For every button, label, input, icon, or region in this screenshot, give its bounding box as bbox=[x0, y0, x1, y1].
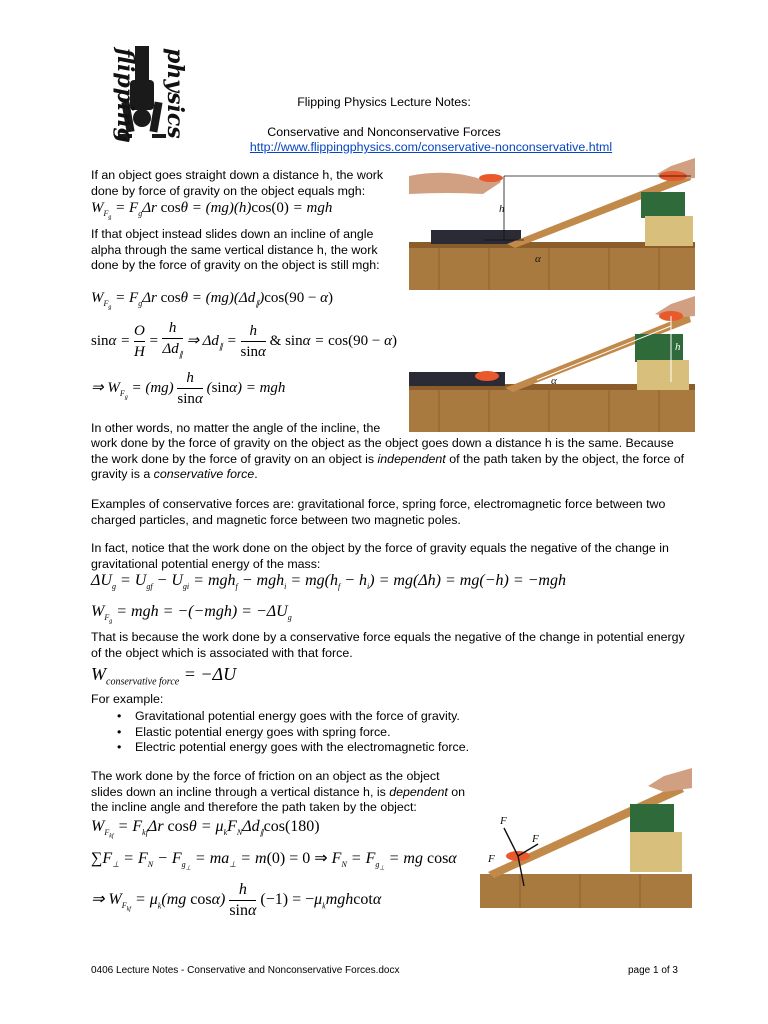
equation-work-straight: $W_{F_g} = F_g\Delta r$ cosθ = (mg)(h)cos(0) = mgh bbox=[91, 200, 333, 221]
dependent-emph: dependent bbox=[389, 784, 448, 799]
friction-text-a: The work done by the force of friction on an object as the object slides down an incline through a vertical distance h, is bbox=[91, 769, 440, 799]
equation-work-minus-delta-u: $W_{F_g}$ = mgh = $-(-mgh) = -\Delta U_g$ bbox=[91, 603, 292, 625]
fig2-h-label: h bbox=[675, 341, 681, 353]
examples-paragraph: Examples of conservative forces are: gravitational force, spring force, electromagnetic force between two charged particles, and magnetic force between two magnetic poles. bbox=[91, 497, 666, 527]
equation-work-incline: $W_{F_g} = F_g\Delta r$ $\cos\theta = (mg)(\Delta d_\parallel)\cos(90 - \alpha)$ bbox=[91, 290, 334, 311]
list-item: • Gravitational potential energy goes with the force of gravity. bbox=[109, 709, 609, 725]
potential-energy-paragraph: In fact, notice that the work done on the object by the force of gravity equals the negative of the change in gravitational potential energy of the mass: bbox=[91, 541, 669, 571]
friction-text-b: on the incline angle and therefore the path taken by the object: bbox=[91, 784, 466, 814]
logo-right-text: physics bbox=[162, 48, 188, 139]
fig3-fkf-label: F bbox=[532, 833, 539, 845]
conservative-text-a: work done by the force of gravity on the object as the object goes down a distance h is the same. Because the work done by the force of gravity on an object is bbox=[91, 436, 674, 466]
conservative-text-b: of the path taken by the object, the force of gravity is a bbox=[91, 451, 685, 481]
because-paragraph: That is because the work done by a conservative force equals the negative of the change in potential energy of the object which is associated with that force. bbox=[91, 630, 685, 660]
equation-perpendicular-forces: $\sum F_\perp = F_N - F_{g_\perp} = ma_\perp = m(0) = 0$ ⇒ $F_N = F_{g_\perp}$ = mg cosα bbox=[91, 850, 457, 872]
conservative-paragraph bbox=[91, 436, 691, 483]
fig3-fg-label: F bbox=[488, 853, 495, 865]
fig3-fn-label: F bbox=[500, 815, 507, 827]
intro-paragraph: If an object goes straight down a distance h, the work done by force of gravity on the object equals mgh: bbox=[91, 168, 384, 198]
header-subtitle: Conservative and Nonconservative Forces bbox=[267, 125, 501, 139]
header-title: Flipping Physics Lecture Notes: bbox=[297, 95, 471, 109]
fig1-alpha-label: α bbox=[535, 253, 541, 265]
incline-paragraph: If that object instead slides down an incline of angle alpha through the same vertical distance h, the work done by the force of gravity on the object is still mgh: bbox=[91, 227, 380, 272]
for-example-label: For example: bbox=[91, 692, 164, 706]
list-item: • Elastic potential energy goes with spring force. bbox=[109, 725, 609, 741]
conservative-text-c: . bbox=[254, 467, 258, 481]
photo-vertical-drop bbox=[409, 158, 695, 290]
list-item: • Electric potential energy goes with the electromagnetic force. bbox=[109, 740, 609, 756]
equation-delta-ug: $\Delta U_g = U_{gf} - U_{gi} = mgh_f - mgh_i = mg(h_f - h_i) = mg(\Delta h) = mg(-h) = -mgh$ bbox=[91, 572, 566, 592]
fig2-dd-label: Δd bbox=[594, 335, 609, 350]
photo-incline-slide bbox=[409, 296, 695, 432]
equation-subscript: conservative force bbox=[106, 676, 180, 688]
footer-left: 0406 Lecture Notes - Conservative and Nonconservative Forces.docx bbox=[91, 965, 400, 976]
conservative-force-emph: conservative force bbox=[153, 467, 255, 481]
friction-paragraph bbox=[91, 769, 471, 816]
equation-sin-alpha: sinα = $\frac{O}{H}$ = $\frac{h}{\Delta d_\parallel}$ ⇒ $\Delta d_\parallel$ = $\frac{h}{\sin\alpha}$ & sinα = cos(90 − α) bbox=[91, 320, 397, 360]
fig2-alpha-label: α bbox=[551, 375, 557, 387]
header-url-link[interactable]: http://www.flippingphysics.com/conservative-nonconservative.html bbox=[249, 140, 613, 154]
equation-conservative-general: $W_{conservative force} = -\Delta U$ bbox=[91, 664, 237, 688]
logo-left-text: flipping bbox=[112, 48, 138, 143]
photo-friction-forces bbox=[480, 768, 692, 908]
footer-page-number: page 1 of 3 bbox=[627, 965, 678, 976]
equation-friction-result: ⇒ $W_{F_{kf}} = \mu_k(mg$ cosα) $\frac{h}{\sin\alpha}$ $(-1) = -\mu_kmghcot\alpha$ bbox=[91, 881, 382, 919]
other-words-line: In other words, no matter the angle of the incline, the bbox=[91, 421, 381, 435]
equation-work-result: ⇒ $W_{F_g} = (mg)$ $\frac{h}{\sin\alpha}$ (sinα) = mgh bbox=[91, 370, 286, 407]
examples-list bbox=[109, 709, 609, 756]
independent-emph: independent bbox=[377, 451, 446, 466]
equation-friction-work: $W_{F_{kf}} = F_{kf}\Delta r$ $\cos\theta = \mu_kF_N\Delta d_\parallel\cos(180)$ bbox=[91, 818, 320, 840]
fig1-h-label: h bbox=[499, 203, 505, 215]
